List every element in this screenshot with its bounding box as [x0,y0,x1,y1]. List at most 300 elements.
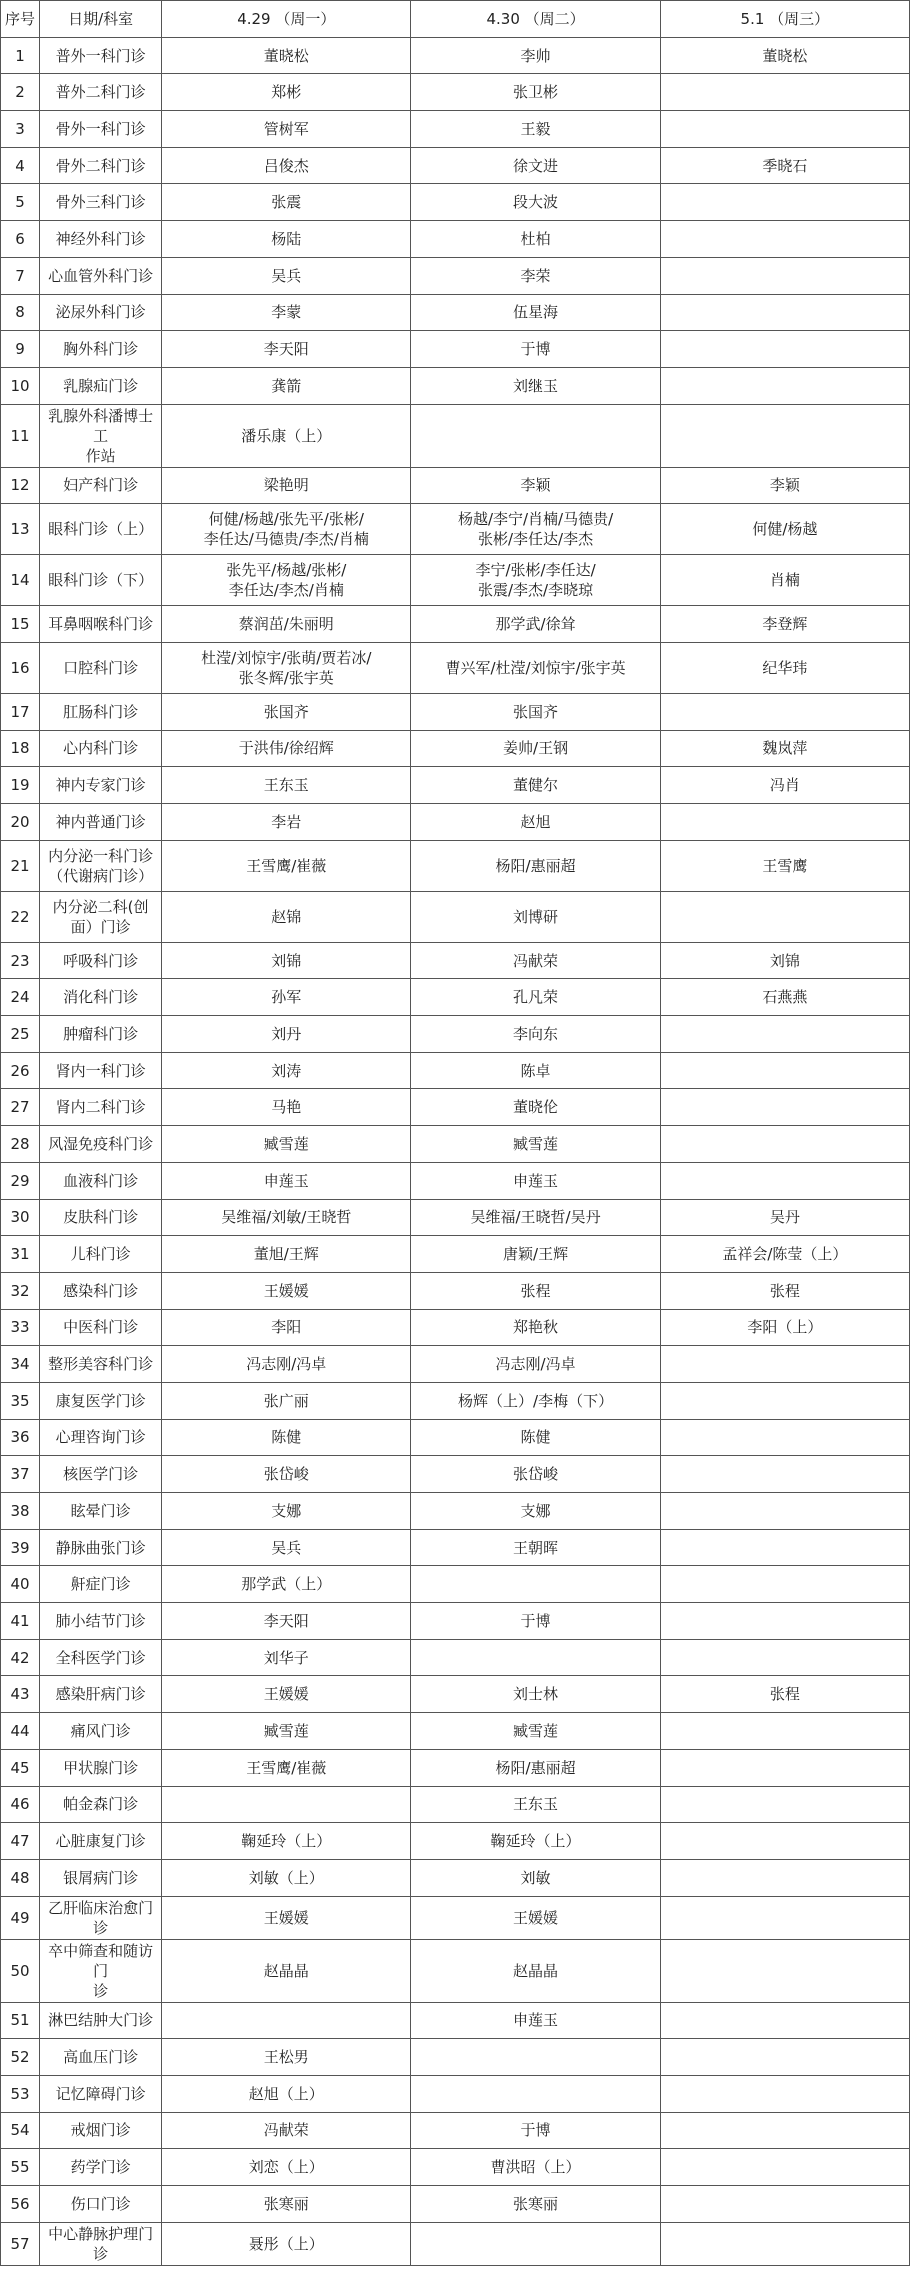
table-row [1,642,910,693]
cell-no: 35 [1,1382,40,1419]
cell-d1: 冯献荣 [162,2112,411,2149]
cell-dept: 风湿免疫科门诊 [40,1126,162,1163]
cell-dept: 感染肝病门诊 [40,1676,162,1713]
cell-d2: 陈健 [411,1419,660,1456]
table-row [1,2075,910,2112]
cell-no: 48 [1,1859,40,1896]
table-row [1,37,910,74]
table-row [1,730,910,767]
cell-dept: 胸外科门诊 [40,331,162,368]
cell-d3: 张程 [660,1676,909,1713]
cell-no: 56 [1,2186,40,2223]
cell-d1: 李蒙 [162,294,411,331]
table-row [1,1456,910,1493]
cell-dept: 神内普通门诊 [40,804,162,841]
table-row [1,1089,910,1126]
table-row [1,1493,910,1530]
cell-d1: 管树军 [162,111,411,148]
cell-d3 [660,1419,909,1456]
table-row [1,257,910,294]
cell-d3 [660,804,909,841]
cell-d3: 肖楠 [660,555,909,606]
cell-dept: 中心静脉护理门诊 [40,2222,162,2265]
cell-d3 [660,1939,909,2002]
table-row [1,1052,910,1089]
cell-d1: 杜滢/刘惊宇/张萌/贾若冰/ 张冬辉/张宇英 [162,642,411,693]
cell-d1: 张国齐 [162,693,411,730]
table-row [1,1676,910,1713]
cell-dept: 内分泌二科(创 面）门诊 [40,891,162,942]
table-row [1,1786,910,1823]
cell-d3 [660,2186,909,2223]
cell-dept: 眼科门诊（上） [40,504,162,555]
header-day-3: 5.1 （周三） [660,1,909,38]
cell-d1: 赵锦 [162,891,411,942]
cell-d1: 吴兵 [162,257,411,294]
table-row [1,1346,910,1383]
cell-no: 52 [1,2039,40,2076]
cell-d3: 纪华玮 [660,642,909,693]
cell-d3 [660,1089,909,1126]
cell-d2: 郑艳秋 [411,1309,660,1346]
cell-no: 33 [1,1309,40,1346]
table-row [1,891,910,942]
cell-d3: 张程 [660,1272,909,1309]
cell-no: 28 [1,1126,40,1163]
cell-d2: 曹兴军/杜滢/刘惊宇/张宇英 [411,642,660,693]
cell-d1: 王雪鹰/崔薇 [162,1749,411,1786]
table-row [1,74,910,111]
cell-dept: 泌尿外科门诊 [40,294,162,331]
cell-d3: 石燕燕 [660,979,909,1016]
cell-no: 23 [1,942,40,979]
cell-dept: 康复医学门诊 [40,1382,162,1419]
cell-no: 37 [1,1456,40,1493]
cell-d2: 杨阳/惠丽超 [411,1749,660,1786]
table-row [1,1016,910,1053]
cell-d3 [660,1346,909,1383]
cell-dept: 整形美容科门诊 [40,1346,162,1383]
cell-dept: 心内科门诊 [40,730,162,767]
cell-d2 [411,2222,660,2265]
cell-d2 [411,1566,660,1603]
cell-d1: 赵晶晶 [162,1939,411,2002]
cell-d3 [660,331,909,368]
cell-d3 [660,1052,909,1089]
table-row [1,1896,910,1939]
cell-d1: 张震 [162,184,411,221]
cell-dept: 药学门诊 [40,2149,162,2186]
cell-d2: 刘敏 [411,1859,660,1896]
cell-d2: 刘博研 [411,891,660,942]
cell-d2: 张寒丽 [411,2186,660,2223]
cell-d2: 伍星海 [411,294,660,331]
cell-d1: 赵旭（上） [162,2075,411,2112]
cell-dept: 普外一科门诊 [40,37,162,74]
table-row [1,404,910,467]
cell-d1: 龚箭 [162,367,411,404]
cell-d1: 王媛媛 [162,1676,411,1713]
cell-d2: 赵晶晶 [411,1939,660,2002]
cell-d2: 冯献荣 [411,942,660,979]
cell-d1: 刘涛 [162,1052,411,1089]
table-row [1,331,910,368]
cell-no: 14 [1,555,40,606]
cell-no: 31 [1,1236,40,1273]
cell-d2: 王东玉 [411,1786,660,1823]
cell-d3 [660,1456,909,1493]
table-row [1,1309,910,1346]
cell-dept: 卒中筛查和随访门 诊 [40,1939,162,2002]
cell-d1: 李天阳 [162,331,411,368]
cell-d2: 张岱峻 [411,1456,660,1493]
table-row [1,184,910,221]
cell-d2: 杨辉（上）/李梅（下） [411,1382,660,1419]
cell-d2: 杨越/李宁/肖楠/马德贵/ 张彬/李任达/李杰 [411,504,660,555]
cell-d3: 李颖 [660,467,909,504]
cell-d1: 支娜 [162,1493,411,1530]
cell-no: 15 [1,606,40,643]
cell-no: 57 [1,2222,40,2265]
cell-d1: 王媛媛 [162,1272,411,1309]
cell-dept: 消化科门诊 [40,979,162,1016]
cell-dept: 肿瘤科门诊 [40,1016,162,1053]
cell-d1: 吴兵 [162,1529,411,1566]
cell-dept: 静脉曲张门诊 [40,1529,162,1566]
cell-no: 22 [1,891,40,942]
cell-d1: 刘丹 [162,1016,411,1053]
cell-d1: 王媛媛 [162,1896,411,1939]
cell-d2: 曹洪昭（上） [411,2149,660,2186]
table-row [1,1713,910,1750]
cell-dept: 心理咨询门诊 [40,1419,162,1456]
cell-no: 16 [1,642,40,693]
cell-d2: 王毅 [411,111,660,148]
cell-dept: 眼科门诊（下） [40,555,162,606]
cell-dept: 肾内一科门诊 [40,1052,162,1089]
cell-dept: 核医学门诊 [40,1456,162,1493]
cell-d3 [660,1382,909,1419]
cell-d1: 吴维福/刘敏/王晓哲 [162,1199,411,1236]
cell-dept: 甲状腺门诊 [40,1749,162,1786]
cell-dept: 眩晕门诊 [40,1493,162,1530]
cell-d1: 董旭/王辉 [162,1236,411,1273]
table-row [1,1939,910,2002]
table-row [1,467,910,504]
cell-d1: 蔡润茁/朱丽明 [162,606,411,643]
table-row [1,555,910,606]
cell-no: 5 [1,184,40,221]
cell-dept: 皮肤科门诊 [40,1199,162,1236]
cell-dept: 肾内二科门诊 [40,1089,162,1126]
cell-d2: 董晓伦 [411,1089,660,1126]
cell-d1: 刘华子 [162,1639,411,1676]
cell-dept: 肛肠科门诊 [40,693,162,730]
cell-d3 [660,1713,909,1750]
table-row [1,221,910,258]
cell-d3: 王雪鹰 [660,840,909,891]
cell-d3: 魏岚萍 [660,730,909,767]
header-day-1: 4.29 （周一） [162,1,411,38]
cell-dept: 神内专家门诊 [40,767,162,804]
cell-d3 [660,1639,909,1676]
cell-d1: 吕俊杰 [162,147,411,184]
cell-d2: 张程 [411,1272,660,1309]
cell-no: 55 [1,2149,40,2186]
cell-dept: 妇产科门诊 [40,467,162,504]
cell-no: 40 [1,1566,40,1603]
cell-d2: 臧雪莲 [411,1126,660,1163]
cell-dept: 骨外一科门诊 [40,111,162,148]
cell-dept: 内分泌一科门诊 （代谢病门诊） [40,840,162,891]
table-row [1,294,910,331]
cell-no: 19 [1,767,40,804]
cell-d3: 李登辉 [660,606,909,643]
table-row [1,2149,910,2186]
cell-dept: 感染科门诊 [40,1272,162,1309]
table-row [1,1162,910,1199]
cell-d1: 李天阳 [162,1603,411,1640]
table-row [1,1859,910,1896]
cell-dept: 血液科门诊 [40,1162,162,1199]
cell-no: 45 [1,1749,40,1786]
cell-dept: 普外二科门诊 [40,74,162,111]
cell-d3 [660,367,909,404]
cell-dept: 口腔科门诊 [40,642,162,693]
cell-no: 50 [1,1939,40,2002]
cell-d3: 李阳（上） [660,1309,909,1346]
cell-no: 32 [1,1272,40,1309]
cell-d2: 段大波 [411,184,660,221]
cell-d3 [660,74,909,111]
cell-d1: 潘乐康（上） [162,404,411,467]
schedule-body [1,37,910,2265]
cell-d2: 唐颖/王辉 [411,1236,660,1273]
cell-no: 1 [1,37,40,74]
cell-d2: 李荣 [411,257,660,294]
cell-no: 49 [1,1896,40,1939]
cell-d3 [660,294,909,331]
cell-d1: 王东玉 [162,767,411,804]
table-row [1,979,910,1016]
cell-no: 24 [1,979,40,1016]
cell-d2: 李帅 [411,37,660,74]
cell-dept: 银屑病门诊 [40,1859,162,1896]
cell-d2: 赵旭 [411,804,660,841]
table-row [1,1529,910,1566]
cell-dept: 伤口门诊 [40,2186,162,2223]
table-row [1,1749,910,1786]
cell-d2: 孔凡荣 [411,979,660,1016]
cell-dept: 戒烟门诊 [40,2112,162,2149]
cell-d2: 于博 [411,331,660,368]
cell-d1: 何健/杨越/张先平/张彬/ 李任达/马德贵/李杰/肖楠 [162,504,411,555]
cell-d3 [660,2222,909,2265]
cell-no: 34 [1,1346,40,1383]
cell-dept: 中医科门诊 [40,1309,162,1346]
cell-d1: 王雪鹰/崔薇 [162,840,411,891]
cell-d2: 刘士林 [411,1676,660,1713]
cell-dept: 心血管外科门诊 [40,257,162,294]
cell-no: 41 [1,1603,40,1640]
cell-no: 47 [1,1823,40,1860]
cell-dept: 骨外三科门诊 [40,184,162,221]
cell-d1: 张先平/杨越/张彬/ 李任达/李杰/肖楠 [162,555,411,606]
table-row [1,1272,910,1309]
cell-d3 [660,2075,909,2112]
cell-d1: 张寒丽 [162,2186,411,2223]
table-row [1,1236,910,1273]
table-row [1,1639,910,1676]
cell-d2: 于博 [411,2112,660,2149]
cell-d3 [660,1823,909,1860]
cell-d1: 李阳 [162,1309,411,1346]
table-row [1,2039,910,2076]
cell-no: 25 [1,1016,40,1053]
cell-no: 42 [1,1639,40,1676]
cell-no: 17 [1,693,40,730]
cell-no: 36 [1,1419,40,1456]
table-row [1,111,910,148]
table-row [1,147,910,184]
cell-dept: 高血压门诊 [40,2039,162,2076]
cell-d3: 冯肖 [660,767,909,804]
table-row [1,804,910,841]
cell-d3 [660,1786,909,1823]
cell-d2: 申莲玉 [411,2002,660,2039]
cell-d2: 刘继玉 [411,367,660,404]
cell-no: 10 [1,367,40,404]
cell-d2: 王朝晖 [411,1529,660,1566]
cell-d3 [660,1126,909,1163]
cell-no: 46 [1,1786,40,1823]
cell-d1: 张岱峻 [162,1456,411,1493]
table-row [1,1382,910,1419]
table-row [1,2112,910,2149]
cell-dept: 神经外科门诊 [40,221,162,258]
cell-no: 54 [1,2112,40,2149]
cell-dept: 骨外二科门诊 [40,147,162,184]
cell-d3 [660,404,909,467]
cell-d1: 刘恋（上） [162,2149,411,2186]
cell-no: 13 [1,504,40,555]
cell-d2: 李宁/张彬/李任达/ 张震/李杰/李晓琼 [411,555,660,606]
cell-d3: 季晓石 [660,147,909,184]
cell-dept: 肺小结节门诊 [40,1603,162,1640]
cell-d2: 于博 [411,1603,660,1640]
cell-d2: 李颖 [411,467,660,504]
cell-d3 [660,1749,909,1786]
cell-d3 [660,184,909,221]
cell-no: 11 [1,404,40,467]
cell-d2: 董健尔 [411,767,660,804]
cell-d3: 何健/杨越 [660,504,909,555]
cell-d2 [411,404,660,467]
cell-d1 [162,2002,411,2039]
cell-d2: 王媛媛 [411,1896,660,1939]
cell-no: 6 [1,221,40,258]
table-row [1,367,910,404]
cell-no: 2 [1,74,40,111]
table-row [1,2222,910,2265]
cell-d1: 孙军 [162,979,411,1016]
cell-d1: 张广丽 [162,1382,411,1419]
cell-d1: 申莲玉 [162,1162,411,1199]
cell-d3 [660,1493,909,1530]
header-dept: 日期/科室 [40,1,162,38]
cell-dept: 乙肝临床治愈门诊 [40,1896,162,1939]
cell-d1: 聂彤（上） [162,2222,411,2265]
cell-no: 21 [1,840,40,891]
cell-d3 [660,1603,909,1640]
cell-d1: 马艳 [162,1089,411,1126]
cell-no: 29 [1,1162,40,1199]
cell-dept: 痛风门诊 [40,1713,162,1750]
cell-d3 [660,1859,909,1896]
cell-d1: 冯志刚/冯卓 [162,1346,411,1383]
cell-dept: 耳鼻咽喉科门诊 [40,606,162,643]
table-row [1,840,910,891]
cell-d1: 刘锦 [162,942,411,979]
cell-d1: 郑彬 [162,74,411,111]
cell-dept: 淋巴结肿大门诊 [40,2002,162,2039]
table-row [1,606,910,643]
table-row [1,693,910,730]
cell-d1: 鞠延玲（上） [162,1823,411,1860]
cell-d3 [660,221,909,258]
cell-no: 44 [1,1713,40,1750]
cell-no: 20 [1,804,40,841]
cell-d2: 李向东 [411,1016,660,1053]
cell-d3 [660,1896,909,1939]
cell-d2: 张国齐 [411,693,660,730]
cell-d2: 申莲玉 [411,1162,660,1199]
cell-d1: 陈健 [162,1419,411,1456]
table-row [1,767,910,804]
cell-d3 [660,891,909,942]
cell-d2: 那学武/徐耸 [411,606,660,643]
cell-d2: 杨阳/惠丽超 [411,840,660,891]
cell-d2: 臧雪莲 [411,1713,660,1750]
table-row [1,1199,910,1236]
cell-dept: 乳腺外科潘博士工 作站 [40,404,162,467]
cell-dept: 乳腺疝门诊 [40,367,162,404]
cell-no: 27 [1,1089,40,1126]
cell-d3 [660,1016,909,1053]
cell-d3 [660,111,909,148]
cell-d2: 张卫彬 [411,74,660,111]
cell-d2: 陈卓 [411,1052,660,1089]
cell-no: 51 [1,2002,40,2039]
table-row [1,1603,910,1640]
cell-dept: 儿科门诊 [40,1236,162,1273]
cell-d1 [162,1786,411,1823]
cell-d2: 冯志刚/冯卓 [411,1346,660,1383]
cell-d1: 董晓松 [162,37,411,74]
cell-dept: 记忆障碍门诊 [40,2075,162,2112]
cell-dept: 帕金森门诊 [40,1786,162,1823]
cell-no: 4 [1,147,40,184]
cell-d2: 鞠延玲（上） [411,1823,660,1860]
cell-d3 [660,2112,909,2149]
cell-d2: 杜柏 [411,221,660,258]
cell-d3 [660,2039,909,2076]
table-row [1,942,910,979]
cell-d2 [411,2039,660,2076]
cell-d3 [660,2002,909,2039]
header-row [1,1,910,38]
cell-d3 [660,257,909,294]
